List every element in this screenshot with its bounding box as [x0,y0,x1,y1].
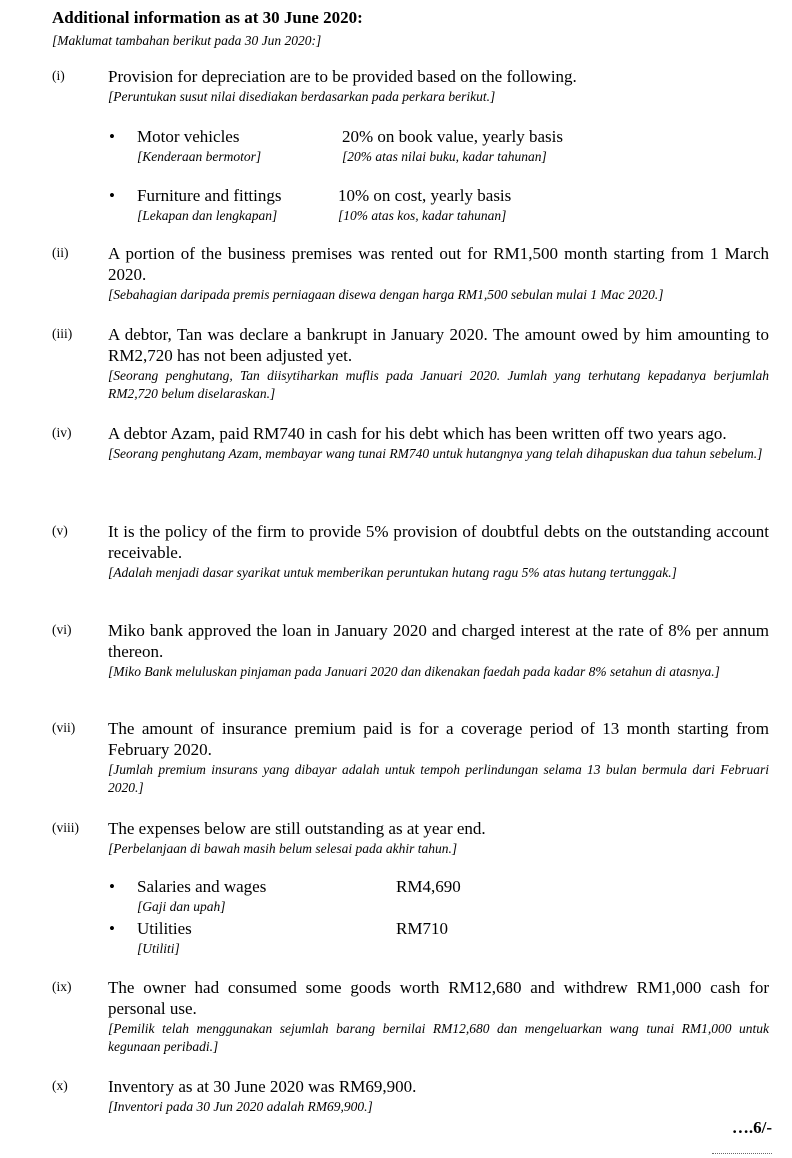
note-number: (viii) [52,820,79,835]
note-number: (vii) [52,720,76,735]
bullet-dot-icon: • [109,877,115,896]
page-title: Additional information as at 30 June 2020: [52,8,363,27]
note-body [108,324,769,403]
note-body [108,521,769,582]
bullet-dot-icon: • [109,919,115,938]
note-body [108,423,769,463]
note-text-en: A portion of the business premises was rented out for RM1,500 month starting from 1 March 2020. [108,244,769,284]
bullet-label: Salaries and wages [Gaji dan upah] [137,877,267,914]
note-text-ms: [Inventori pada 30 Jun 2020 adalah RM69,900.] [108,1099,373,1114]
note-number: (x) [52,1078,68,1093]
note-text-en: It is the policy of the firm to provide 5% provision of doubtful debts on the outstanding account receivable. [108,522,769,562]
note-text-en: Provision for depreciation are to be provided based on the following. [108,67,577,86]
bullet-dot-icon: • [109,127,115,146]
note-text-ms: [Seorang penghutang, Tan diisytiharkan muflis pada Januari 2020. Jumlah yang terhutang kepadanya berjumlah RM2,720 belum diselaraskan.] [108,368,769,401]
note-body [108,243,769,304]
note-number: (iv) [52,425,72,440]
note-text-ms: [Sebahagian daripada premis perniagaan disewa dengan harga RM1,500 sebulan mulai 1 Mac 2020.] [108,287,664,302]
bullet-value: RM4,690 [396,877,461,896]
note-body [108,1076,769,1116]
note-text-ms: [Peruntukan susut nilai disediakan berdasarkan pada perkara berikut.] [108,89,496,104]
bullet-dot-icon: • [109,186,115,205]
note-text-en: The owner had consumed some goods worth RM12,680 and withdrew RM1,000 cash for personal use. [108,978,769,1018]
page-continuation-marker: ….6/- [731,1118,772,1137]
note-text-ms: [Seorang penghutang Azam, membayar wang tunai RM740 untuk hutangnya yang telah dihapuskan dua tahun sebelum.] [108,446,763,461]
note-text-en: The expenses below are still outstanding as at year end. [108,819,486,838]
bullet-label: Motor vehicles [Kenderaan bermotor] [137,127,262,164]
bullet-label: Utilities [Utiliti] [137,919,192,956]
note-text-ms: [Adalah menjadi dasar syarikat untuk memberikan peruntukan hutang ragu 5% atas hutang tertunggak.] [108,565,677,580]
note-text-en: A debtor, Tan was declare a bankrupt in January 2020. The amount owed by him amounting to RM2,720 has not been adjusted yet. [108,325,769,365]
note-text-en: A debtor Azam, paid RM740 in cash for his debt which has been written off two years ago. [108,424,727,443]
note-body [108,66,769,106]
note-body [108,620,769,681]
note-text-ms: [Pemilik telah menggunakan sejumlah barang bernilai RM12,680 dan mengeluarkan wang tunai RM1,000 untuk kegunaan peribadi.] [108,1021,769,1054]
bullet-value: 20% on book value, yearly basis [20% atas nilai buku, kadar tahunan] [342,127,563,164]
note-text-en: Miko bank approved the loan in January 2020 and charged interest at the rate of 8% per annum thereon. [108,621,769,661]
note-number: (ix) [52,979,72,994]
note-body [108,977,769,1056]
note-number: (iii) [52,326,73,341]
note-number: (i) [52,68,65,83]
note-body [108,818,769,858]
note-text-ms: [Miko Bank meluluskan pinjaman pada Januari 2020 dan dikenakan faedah pada kadar 8% setahun di atasnya.] [108,664,720,679]
note-number: (v) [52,523,68,538]
note-text-en: Inventory as at 30 June 2020 was RM69,900. [108,1077,417,1096]
note-number: (vi) [52,622,72,637]
bullet-value: RM710 [396,919,448,938]
note-body [108,718,769,797]
note-text-ms: [Jumlah premium insurans yang dibayar adalah untuk tempoh perlindungan selama 13 bulan bermula dari Februari 2020.] [108,762,769,795]
note-text-ms: [Perbelanjaan di bawah masih belum selesai pada akhir tahun.] [108,841,458,856]
bullet-value: 10% on cost, yearly basis [10% atas kos, kadar tahunan] [338,186,512,223]
page-subtitle: [Maklumat tambahan berikut pada 30 Jun 2020:] [52,33,322,48]
note-text-en: The amount of insurance premium paid is for a coverage period of 13 month starting from February 2020. [108,719,769,759]
bullet-label: Furniture and fittings [Lekapan dan lengkapan] [137,186,282,223]
footer-divider [712,1153,772,1154]
note-number: (ii) [52,245,69,260]
